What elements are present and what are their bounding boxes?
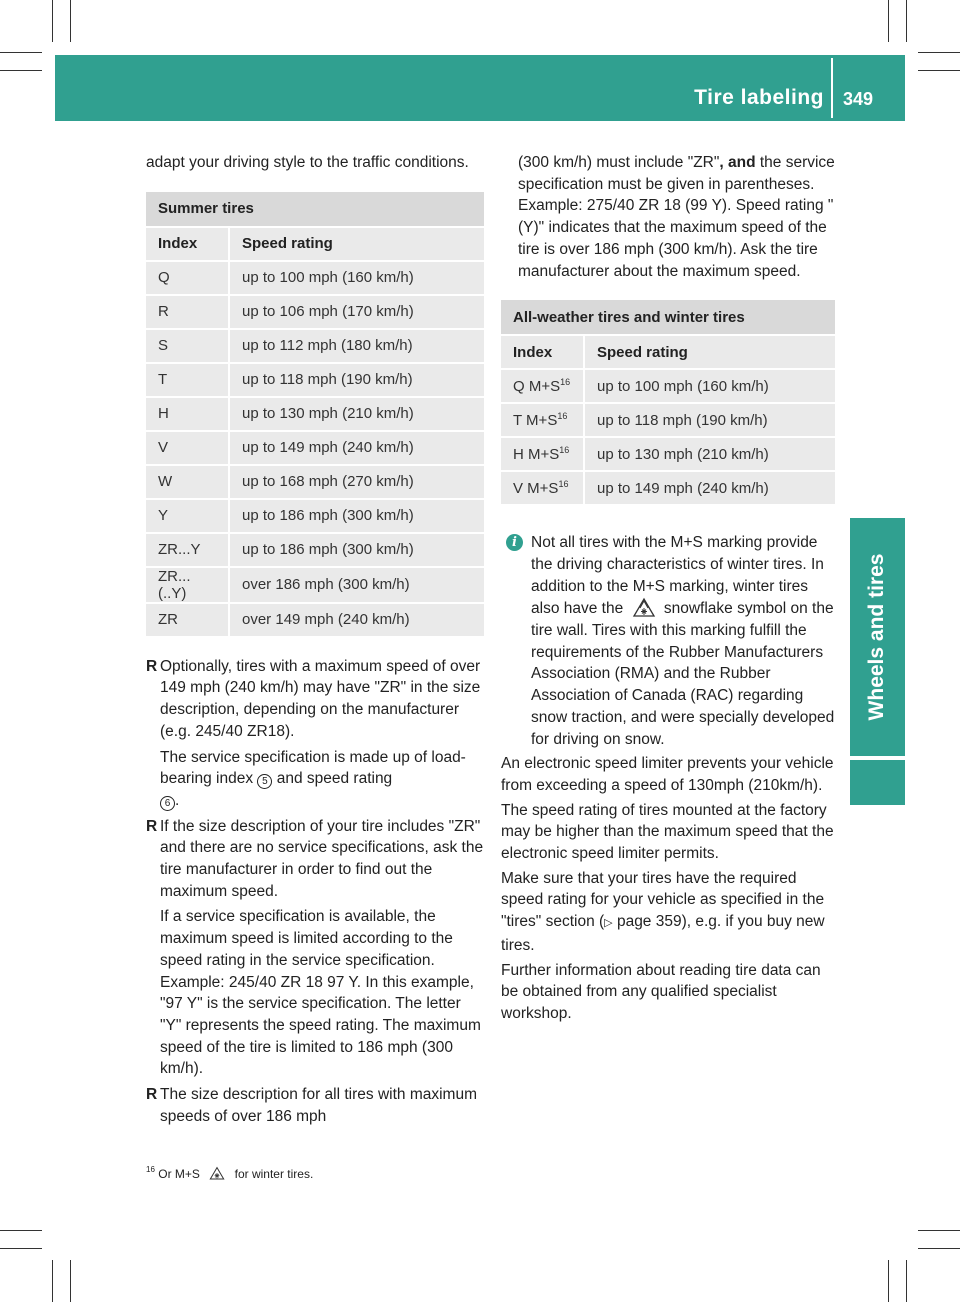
subtext-part: The service specification is made up of load-bearing index	[160, 748, 466, 788]
crop-mark	[918, 70, 960, 71]
list-item	[146, 816, 484, 903]
index-cell	[146, 566, 228, 602]
table-row	[501, 436, 835, 470]
table-row	[146, 396, 484, 430]
left-column	[146, 152, 484, 1127]
speed-cell: up to 186 mph (300 km/h)	[228, 498, 484, 532]
index-value: Q M+S	[513, 377, 561, 395]
speed-cell: up to 130 mph (210 km/h)	[228, 396, 484, 430]
paragraph	[501, 868, 835, 957]
footnote-ref: 16	[557, 410, 568, 421]
info-text: snowflake symbol on the tire wall. Tires with this marking fulfill the requirements of the Rubber Manufacturers Association (RMA) and the Rubber Association of Canada (RAC) regarding snow traction, and were specially developed for driving on snow.	[531, 600, 835, 748]
index-value: H M+S	[513, 445, 560, 463]
snowflake-mountain-icon	[209, 1166, 225, 1180]
speed-cell: up to 106 mph (170 km/h)	[228, 294, 484, 328]
crop-mark	[0, 1230, 42, 1231]
summer-tires-table	[146, 192, 484, 636]
index-cell	[501, 368, 583, 402]
footnote-ref: 16	[558, 478, 569, 489]
info-note	[501, 532, 835, 750]
footnote-text: for winter tires.	[234, 1167, 314, 1181]
index-cell	[146, 602, 228, 636]
index-cell	[146, 430, 228, 464]
callout-6: 6	[160, 796, 175, 811]
footnote-text: Or M+S	[158, 1167, 200, 1181]
footnote-ref: 16	[560, 376, 571, 387]
index-cell	[146, 294, 228, 328]
text-part: page 359), e.g. if you buy new tires.	[501, 913, 825, 954]
crop-mark	[70, 1260, 71, 1302]
footnote	[146, 1166, 313, 1181]
snowflake-mountain-icon	[632, 597, 656, 617]
text-part: Make sure that your tires have the required speed rating for your vehicle as specified in the "tires" section (	[501, 869, 825, 931]
right-column	[501, 152, 835, 1025]
section-tab-block	[850, 760, 905, 805]
crop-mark	[888, 1260, 889, 1302]
index-value: Q	[158, 269, 170, 287]
crop-mark	[0, 52, 42, 53]
bullet-list	[146, 816, 484, 903]
table-caption: All-weather tires and winter tires	[501, 300, 835, 334]
page-ref-arrow-icon: ▷	[604, 917, 613, 930]
index-cell	[146, 362, 228, 396]
table-row	[501, 368, 835, 402]
index-cell	[501, 436, 583, 470]
text-part: (300 km/h) must include "ZR"	[518, 154, 720, 171]
table-row	[146, 430, 484, 464]
page-number: 349	[843, 89, 874, 109]
column-header-index: Index	[146, 226, 228, 260]
index-cell	[501, 470, 583, 504]
table-row	[501, 470, 835, 504]
paragraph: An electronic speed limiter prevents your vehicle from exceeding a speed of 130mph (210km/h).	[501, 755, 834, 794]
speed-cell: up to 149 mph (240 km/h)	[228, 430, 484, 464]
index-value: H	[158, 405, 169, 423]
speed-cell: up to 149 mph (240 km/h)	[583, 470, 835, 504]
crop-mark	[918, 52, 960, 53]
speed-cell: up to 186 mph (300 km/h)	[228, 532, 484, 566]
bullet-marker: R	[146, 817, 158, 835]
column-header-index: Index	[501, 334, 583, 368]
crop-mark	[918, 1230, 960, 1231]
list-item	[146, 1084, 484, 1127]
table-row	[146, 464, 484, 498]
header-divider	[831, 58, 833, 118]
winter-tires-table	[501, 300, 835, 504]
index-value: Y	[158, 507, 169, 525]
index-cell	[146, 498, 228, 532]
table-row	[146, 294, 484, 328]
info-text: Not all tires with the M+S marking provide the driving characteristics of winter tires. In addition to the M+S marking, winter tires also have the	[531, 534, 824, 618]
table-row	[146, 328, 484, 362]
text-part: the service specification must be given in parentheses. Example: 275/40 ZR 18 (99 Y). Speed rating "(Y)" indicates that the maximum speed of the tire is over 186 mph (300 km/h). Ask the tire manufacturer about the maximum speed.	[518, 154, 835, 280]
index-cell	[146, 260, 228, 294]
table-row	[146, 498, 484, 532]
index-value: T M+S	[513, 411, 558, 429]
column-header-speed: Speed rating	[228, 226, 484, 260]
index-cell	[146, 532, 228, 566]
bullet-subtext	[146, 747, 484, 812]
bullet-text: If the size description of your tire includes "ZR" and there are no service specifications, ask the tire manufacturer in order to find out the maximum speed.	[160, 817, 484, 900]
footnote-ref: 16	[559, 444, 570, 455]
table-row	[501, 402, 835, 436]
list-item	[146, 656, 484, 743]
crop-mark	[888, 0, 889, 42]
index-value: S	[158, 337, 169, 355]
crop-mark	[906, 0, 907, 42]
intro-text: adapt your driving style to the traffic conditions.	[146, 154, 469, 171]
subtext-part: and speed rating	[276, 770, 393, 788]
crop-mark	[0, 1248, 42, 1249]
index-value: V M+S	[513, 479, 559, 497]
text-bold: , and	[719, 154, 756, 171]
column-header-speed: Speed rating	[583, 334, 835, 368]
bullet-text: Optionally, tires with a maximum speed of over 149 mph (240 km/h) may have "ZR" in the size description, depending on the manufacturer (e.g. 245/40 ZR18).	[160, 657, 481, 740]
index-value: ZR...Y	[158, 541, 201, 559]
index-value: ZR...(..Y)	[158, 567, 191, 602]
crop-mark	[52, 1260, 53, 1302]
bullet-list	[146, 1084, 484, 1127]
callout-5: 5	[257, 774, 272, 789]
paragraph: Further information about reading tire data can be obtained from any qualified specialist workshop.	[501, 961, 821, 1022]
bullet-subtext: If a service specification is available, the maximum speed is limited according to the speed rating in the service specification. Example: 245/40 ZR 18 97 Y. In this example, "97 Y" is the service specification. The letter "Y" represents the speed rating. The maximum speed of the tire is limited to 186 mph (300 km/h).	[160, 908, 481, 1078]
speed-cell: up to 118 mph (190 km/h)	[228, 362, 484, 396]
index-cell	[146, 396, 228, 430]
crop-mark	[70, 0, 71, 42]
info-icon: i	[506, 534, 523, 551]
table-row	[146, 260, 484, 294]
crop-mark	[52, 0, 53, 42]
index-value: V	[158, 439, 169, 457]
index-value: W	[158, 473, 173, 491]
table-row	[146, 532, 484, 566]
bullet-text: The size description for all tires with maximum speeds of over 186 mph	[160, 1086, 477, 1125]
page-title: Tire labeling	[694, 86, 824, 109]
table-row	[146, 566, 484, 602]
index-value: ZR	[158, 611, 178, 629]
speed-cell: up to 118 mph (190 km/h)	[583, 402, 835, 436]
index-value: R	[158, 303, 169, 321]
table-row	[146, 602, 484, 636]
speed-cell: up to 130 mph (210 km/h)	[583, 436, 835, 470]
index-cell	[146, 328, 228, 362]
speed-cell: over 186 mph (300 km/h)	[228, 566, 484, 602]
footnote-number: 16	[146, 1165, 155, 1174]
table-caption: Summer tires	[146, 192, 484, 226]
crop-mark	[0, 70, 42, 71]
bullet-marker: R	[146, 657, 158, 675]
speed-cell: up to 168 mph (270 km/h)	[228, 464, 484, 498]
index-cell	[146, 464, 228, 498]
table-row	[146, 362, 484, 396]
speed-cell: up to 100 mph (160 km/h)	[228, 260, 484, 294]
index-cell	[501, 402, 583, 436]
speed-cell: over 149 mph (240 km/h)	[228, 602, 484, 636]
paragraph: The speed rating of tires mounted at the factory may be higher than the maximum speed that the electronic speed limiter permits.	[501, 801, 834, 863]
bullet-marker: R	[146, 1086, 158, 1104]
continued-text	[501, 152, 835, 282]
section-tab-label: Wheels and tires	[865, 553, 888, 721]
subtext-part: .	[175, 791, 180, 809]
bullet-list	[146, 656, 484, 743]
index-value: T	[158, 371, 168, 389]
speed-cell: up to 112 mph (180 km/h)	[228, 328, 484, 362]
crop-mark	[906, 1260, 907, 1302]
crop-mark	[918, 1248, 960, 1249]
speed-cell: up to 100 mph (160 km/h)	[583, 368, 835, 402]
